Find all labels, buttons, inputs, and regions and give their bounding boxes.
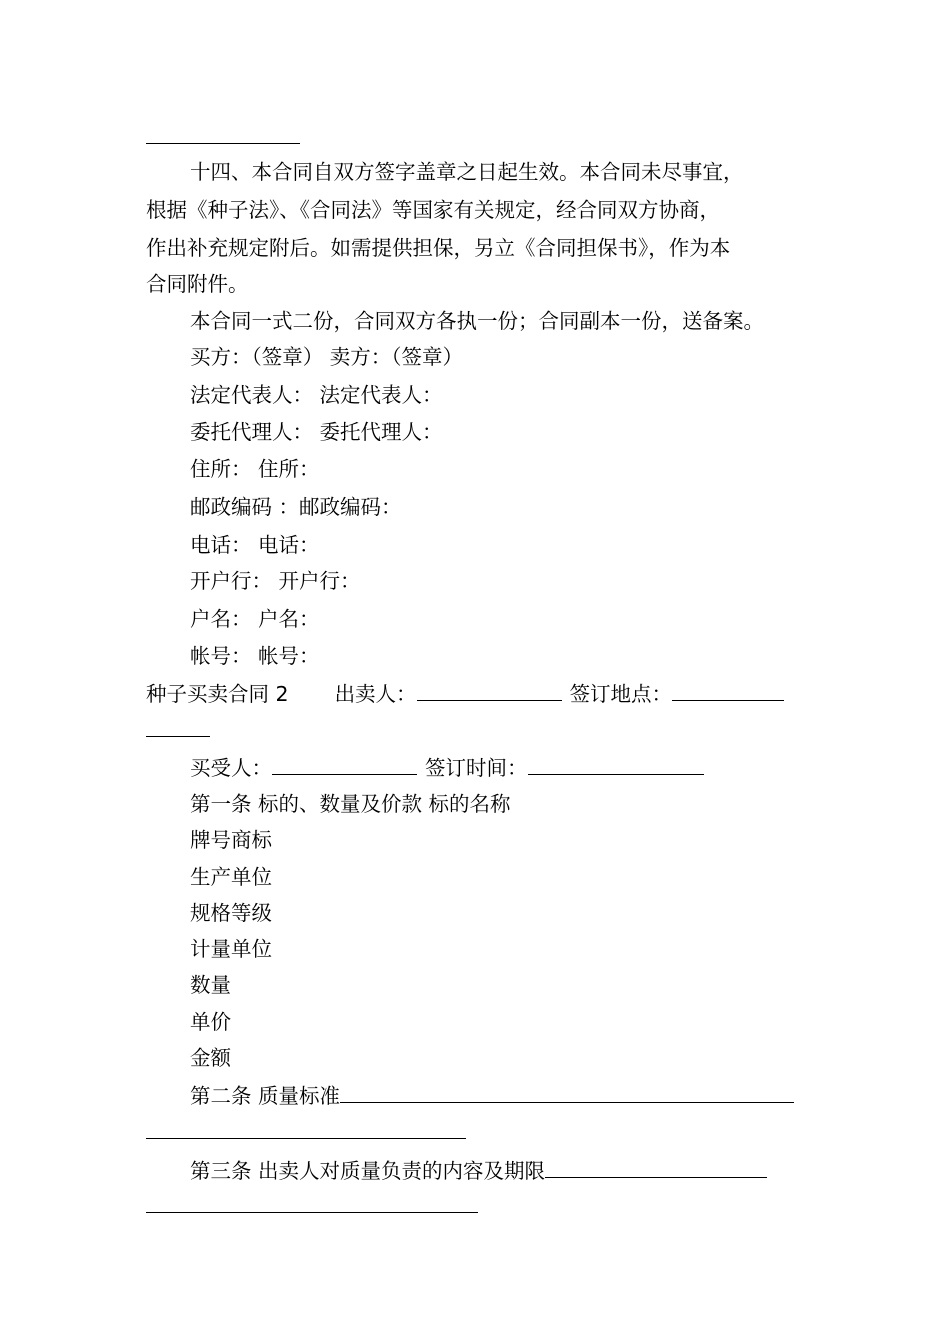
signature-line: 帐号： 帐号： xyxy=(190,644,320,668)
place-label: 签订地点： xyxy=(569,682,673,706)
item-price: 单价 xyxy=(190,1010,231,1034)
item-brand: 牌号商标 xyxy=(190,828,272,852)
signature-line: 开户行： 开户行： xyxy=(190,569,361,593)
item-quantity: 数量 xyxy=(190,973,231,997)
time-label: 签订时间： xyxy=(425,756,528,780)
signature-line: 电话： 电话： xyxy=(190,533,320,557)
article-1: 第一条 标的、数量及价款 标的名称 xyxy=(190,792,511,816)
article-2-blank xyxy=(340,1080,794,1103)
clause-14-line-2: 根据《种子法》、《合同法》等国家有关规定，经合同双方协商， xyxy=(146,198,720,222)
contract-2-header xyxy=(146,678,808,706)
place-blank xyxy=(672,678,784,701)
article-3-label: 第三条 出卖人对质量负责的内容及期限 xyxy=(190,1159,546,1183)
article-3-blank-continued xyxy=(146,1212,478,1213)
buyer-line xyxy=(190,752,808,780)
item-amount: 金额 xyxy=(190,1046,231,1070)
clause-14-line-1: 十四、本合同自双方签字盖章之日起生效。本合同未尽事宜， xyxy=(190,160,744,184)
place-blank-continued xyxy=(146,736,210,737)
copies-clause: 本合同一式二份，合同双方各执一份；合同副本一份，送备案。 xyxy=(190,309,764,333)
article-3-blank xyxy=(545,1155,767,1178)
signature-line: 委托代理人： 委托代理人： xyxy=(190,420,443,444)
signature-line: 法定代表人： 法定代表人： xyxy=(190,383,443,407)
clause-14-line-4: 合同附件。 xyxy=(146,272,249,296)
time-blank xyxy=(528,752,704,775)
article-2-label: 第二条 质量标准 xyxy=(190,1084,341,1108)
article-3 xyxy=(190,1155,808,1183)
seller-label: 出卖人： xyxy=(334,682,417,706)
item-producer: 生产单位 xyxy=(190,865,272,889)
article-2 xyxy=(190,1080,808,1108)
seller-blank xyxy=(417,678,562,701)
signature-line: 住所： 住所： xyxy=(190,457,320,481)
top-underline xyxy=(146,143,300,144)
buyer-blank xyxy=(272,752,417,775)
item-grade: 规格等级 xyxy=(190,901,272,925)
signature-line: 户名： 户名： xyxy=(190,607,320,631)
buyer-label: 买受人： xyxy=(190,756,272,780)
signature-line: 买方：（签章） 卖方：（签章） xyxy=(190,345,464,369)
signature-line: 邮政编码 ：邮政编码： xyxy=(190,495,402,519)
item-unit: 计量单位 xyxy=(190,937,272,961)
contract-2-title: 种子买卖合同 2 xyxy=(146,682,289,706)
clause-14-line-3: 作出补充规定附后。如需提供担保，另立《合同担保书》，作为本 xyxy=(146,236,731,260)
article-2-blank-continued xyxy=(146,1138,466,1139)
